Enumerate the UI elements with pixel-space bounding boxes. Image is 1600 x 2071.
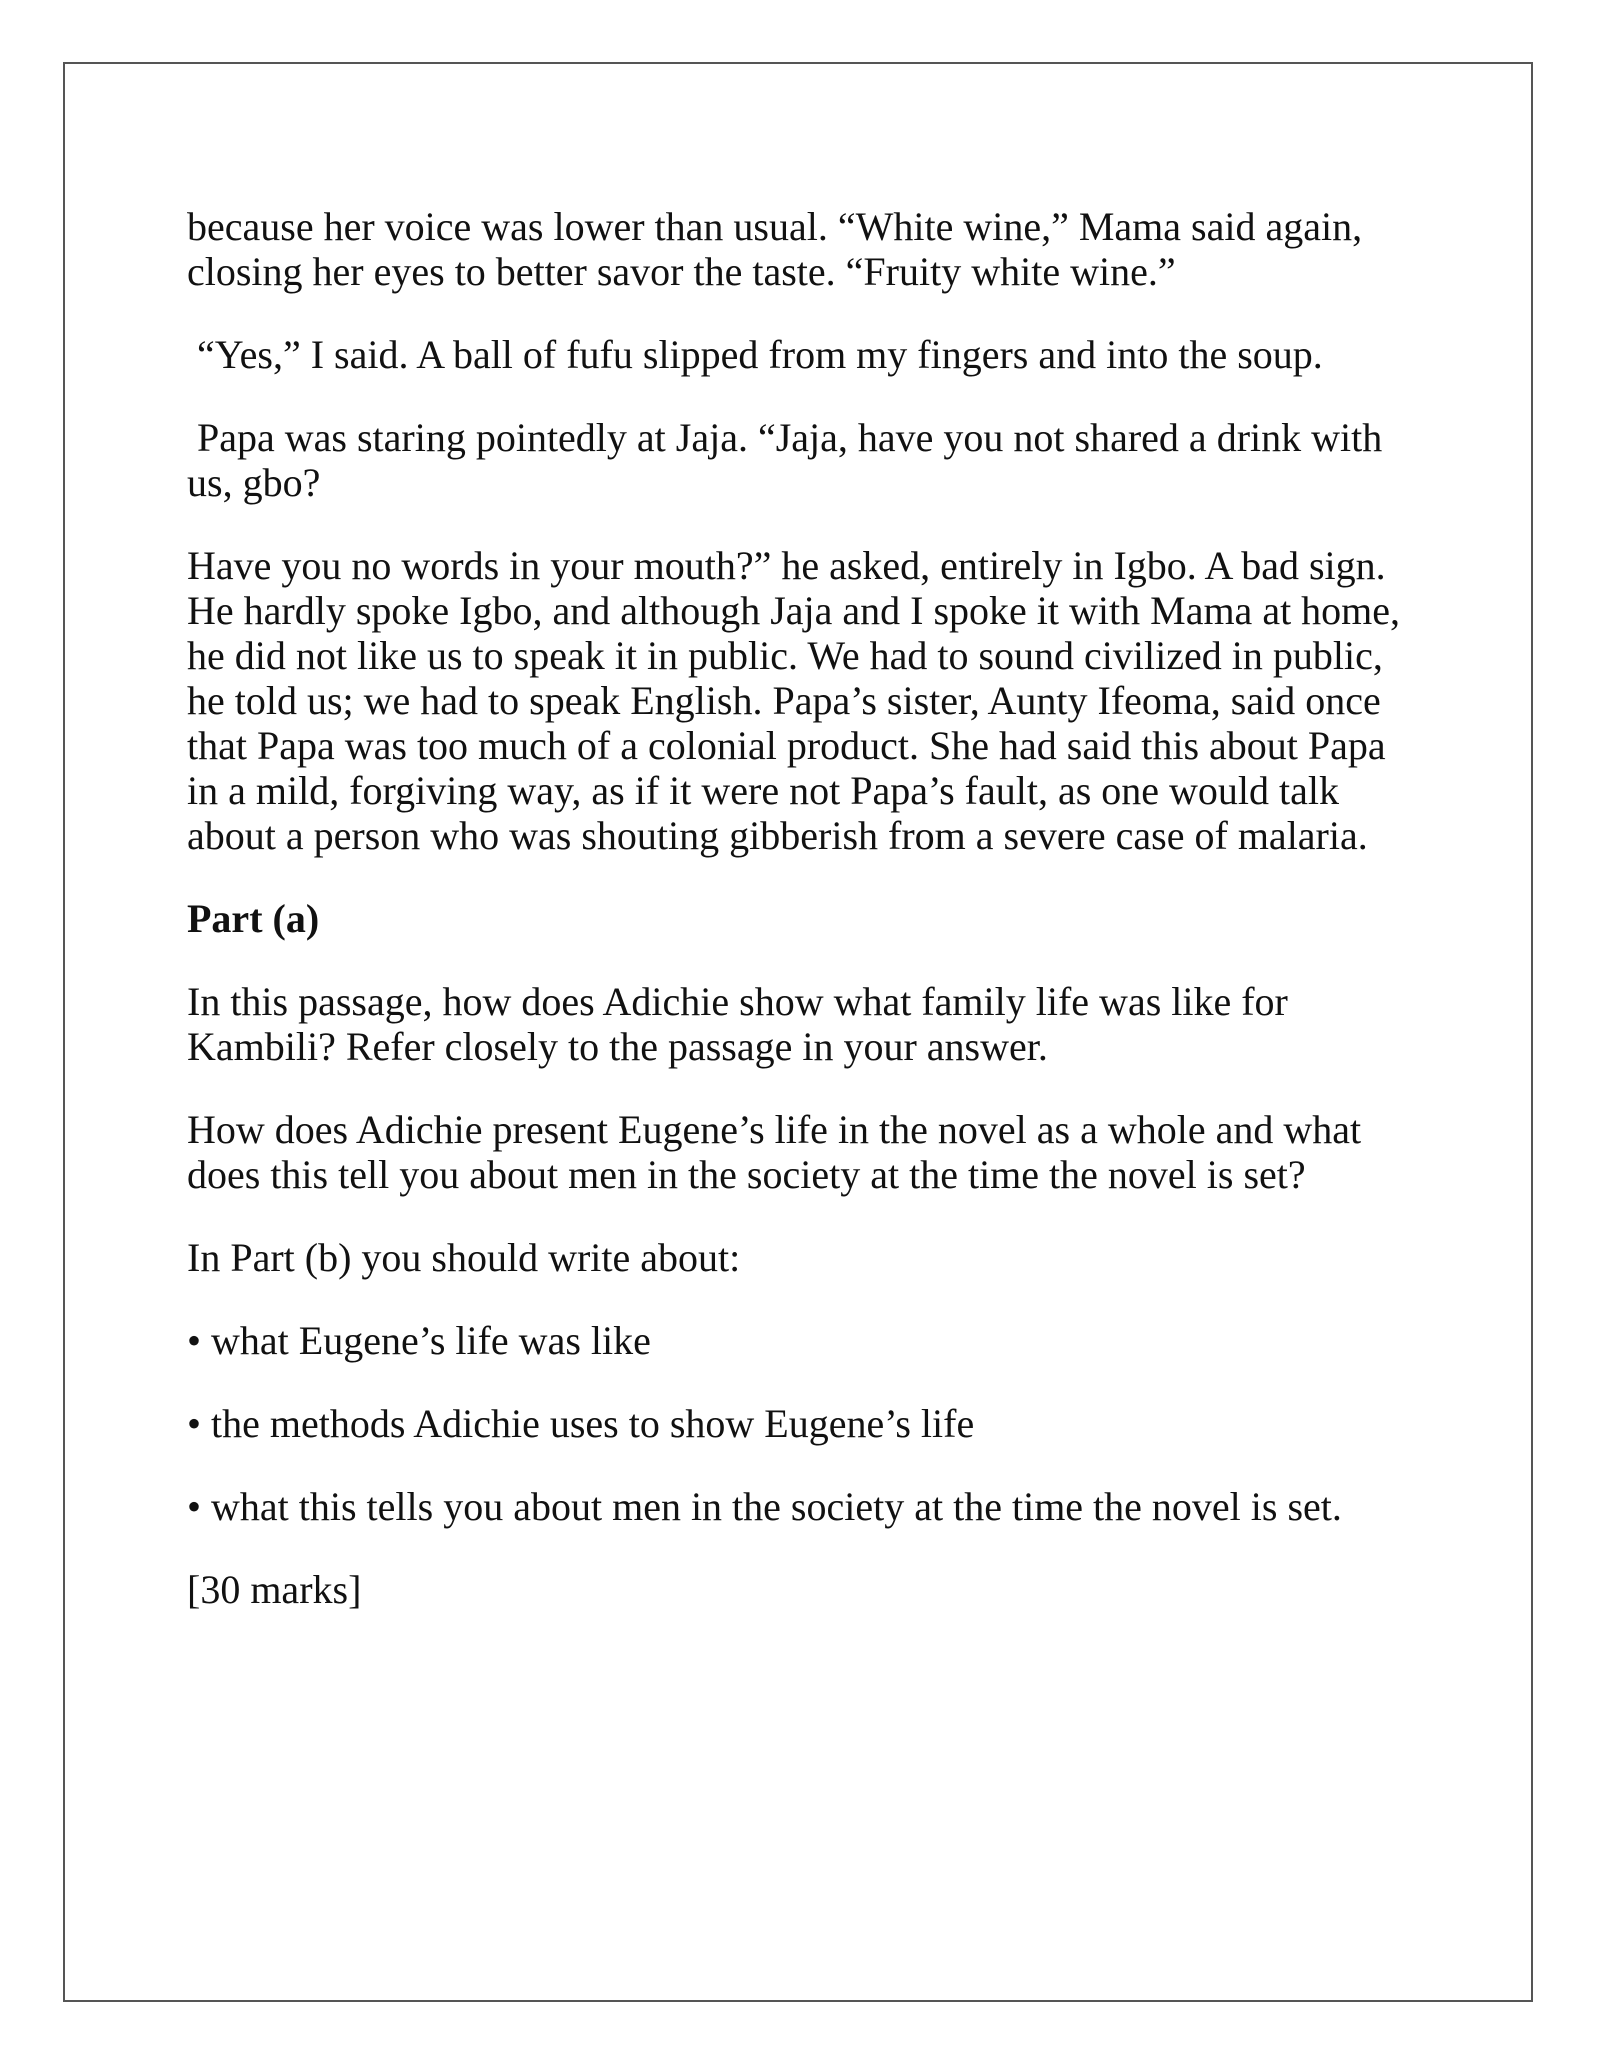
bullet-item: • what this tells you about men in the society at the time the novel is set. (187, 1484, 1342, 1529)
part-a-prompt: In this passage, how does Adichie show what family life was like for Kambili? Refer closely to the passage in your answer. (187, 979, 1288, 1069)
passage-paragraph-2: “Yes,” I said. A ball of fufu slipped from my fingers and into the soup. (197, 332, 1323, 377)
document-body (187, 204, 1417, 1650)
passage-paragraph-4: Have you no words in your mouth?” he asked, entirely in Igbo. A bad sign. He hardly spoke Igbo, and although Jaja and I spoke it with Mama at home, he did not like us to speak it in public. We had to sound civilized in public, he told us; we had to speak English. Papa’s sister, Aunty Ifeoma, said once that Papa was too much of a colonial product. She had said this about Papa in a mild, forgiving way, as if it were not Papa’s fault, as one would talk about a person who was shouting gibberish from a severe case of malaria. (187, 543, 1401, 858)
bullet-item: • the methods Adichie uses to show Eugene’s life (187, 1401, 975, 1446)
bullet-item: • what Eugene’s life was like (187, 1318, 651, 1363)
part-a-heading: Part (a) (187, 896, 320, 941)
marks-label: [30 marks] (187, 1567, 362, 1612)
part-b-prompt: How does Adichie present Eugene’s life in the novel as a whole and what does this tell you about men in the society at the time the novel is set? (187, 1107, 1362, 1197)
passage-paragraph-3: Papa was staring pointedly at Jaja. “Jaja, have you not shared a drink with us, gbo? (187, 415, 1383, 505)
passage-paragraph-1: because her voice was lower than usual. “White wine,” Mama said again, closing her eyes to better savor the taste. “Fruity white wine.” (187, 204, 1363, 294)
part-b-intro: In Part (b) you should write about: (187, 1235, 741, 1280)
